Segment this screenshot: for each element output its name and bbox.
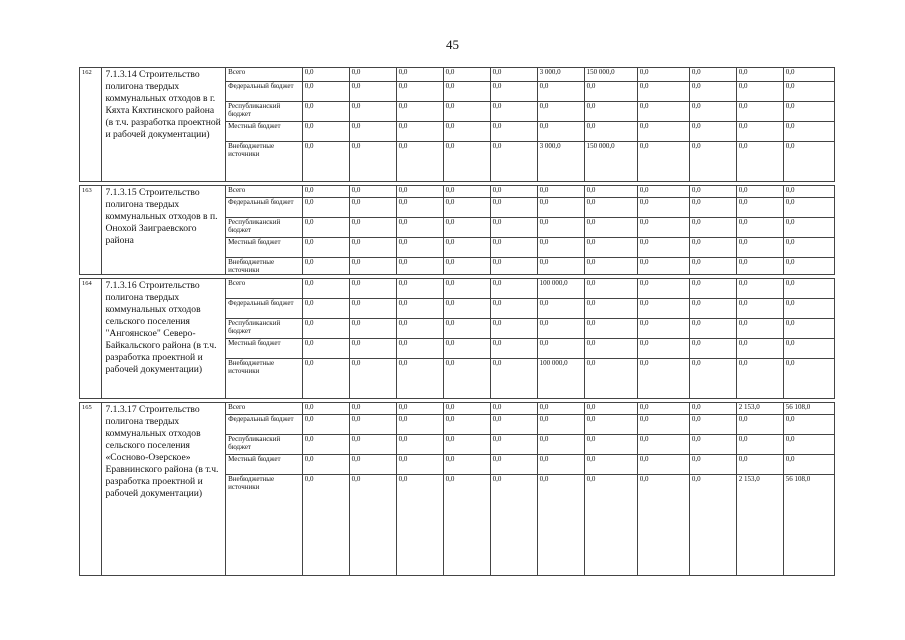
table-row [80, 403, 835, 415]
value-cell: 0,0 [490, 319, 537, 339]
value-cell: 0,0 [443, 359, 490, 399]
value-cell: 0,0 [584, 319, 637, 339]
value-cell: 0,0 [302, 359, 349, 399]
value-cell: 0,0 [783, 415, 834, 435]
table-body [80, 68, 835, 576]
value-cell: 0,0 [736, 299, 783, 319]
value-cell: 0,0 [396, 475, 443, 576]
value-cell: 0,0 [490, 359, 537, 399]
funding-source: Федеральный бюджет [226, 299, 303, 319]
value-cell: 0,0 [783, 258, 834, 275]
value-cell: 0,0 [637, 319, 689, 339]
value-cell: 0,0 [490, 455, 537, 475]
value-cell: 0,0 [396, 359, 443, 399]
value-cell: 0,0 [302, 218, 349, 238]
value-cell: 0,0 [396, 68, 443, 82]
value-cell: 100 000,0 [537, 279, 584, 299]
value-cell: 0,0 [396, 258, 443, 275]
value-cell: 0,0 [537, 82, 584, 102]
value-cell: 0,0 [302, 475, 349, 576]
value-cell: 56 108,0 [783, 403, 834, 415]
funding-source: Местный бюджет [226, 238, 303, 258]
value-cell: 0,0 [689, 186, 736, 198]
value-cell: 0,0 [637, 122, 689, 142]
value-cell: 0,0 [736, 142, 783, 182]
value-cell: 0,0 [490, 142, 537, 182]
value-cell: 0,0 [349, 258, 396, 275]
value-cell: 0,0 [637, 198, 689, 218]
value-cell: 0,0 [783, 238, 834, 258]
value-cell: 2 153,0 [736, 475, 783, 576]
value-cell: 0,0 [490, 82, 537, 102]
value-cell: 0,0 [637, 238, 689, 258]
value-cell: 0,0 [584, 299, 637, 319]
value-cell: 0,0 [736, 68, 783, 82]
value-cell: 0,0 [637, 82, 689, 102]
value-cell: 0,0 [584, 279, 637, 299]
value-cell: 0,0 [490, 102, 537, 122]
value-cell: 0,0 [783, 218, 834, 238]
value-cell: 0,0 [443, 435, 490, 455]
row-number: 163 [80, 186, 102, 275]
value-cell: 0,0 [302, 455, 349, 475]
value-cell: 0,0 [584, 122, 637, 142]
value-cell: 0,0 [537, 319, 584, 339]
value-cell: 0,0 [396, 218, 443, 238]
value-cell: 0,0 [396, 415, 443, 435]
value-cell: 0,0 [302, 435, 349, 455]
funding-source: Местный бюджет [226, 122, 303, 142]
value-cell: 0,0 [637, 475, 689, 576]
value-cell: 0,0 [637, 186, 689, 198]
value-cell: 0,0 [584, 403, 637, 415]
value-cell: 0,0 [302, 258, 349, 275]
value-cell: 0,0 [783, 435, 834, 455]
value-cell: 0,0 [736, 218, 783, 238]
value-cell: 0,0 [689, 82, 736, 102]
value-cell: 0,0 [736, 339, 783, 359]
value-cell: 0,0 [637, 403, 689, 415]
value-cell: 0,0 [537, 238, 584, 258]
value-cell: 0,0 [443, 258, 490, 275]
value-cell: 0,0 [349, 359, 396, 399]
value-cell: 0,0 [537, 258, 584, 275]
value-cell: 0,0 [396, 102, 443, 122]
value-cell: 0,0 [490, 238, 537, 258]
value-cell: 0,0 [396, 403, 443, 415]
value-cell: 0,0 [302, 198, 349, 218]
value-cell: 0,0 [349, 415, 396, 435]
value-cell: 0,0 [689, 279, 736, 299]
value-cell: 0,0 [689, 142, 736, 182]
value-cell: 2 153,0 [736, 403, 783, 415]
value-cell: 0,0 [490, 435, 537, 455]
value-cell: 0,0 [584, 102, 637, 122]
value-cell: 0,0 [736, 258, 783, 275]
value-cell: 0,0 [537, 339, 584, 359]
value-cell: 0,0 [689, 475, 736, 576]
value-cell: 0,0 [689, 359, 736, 399]
value-cell: 0,0 [537, 186, 584, 198]
value-cell: 0,0 [302, 319, 349, 339]
value-cell: 0,0 [349, 186, 396, 198]
value-cell: 0,0 [584, 186, 637, 198]
value-cell: 150 000,0 [584, 68, 637, 82]
value-cell: 0,0 [349, 82, 396, 102]
value-cell: 0,0 [490, 186, 537, 198]
value-cell: 0,0 [396, 339, 443, 359]
value-cell: 0,0 [349, 122, 396, 142]
value-cell: 0,0 [490, 122, 537, 142]
funding-source: Внебюджетные источники [226, 142, 303, 182]
value-cell: 0,0 [783, 68, 834, 82]
value-cell: 3 000,0 [537, 142, 584, 182]
value-cell: 0,0 [783, 142, 834, 182]
value-cell: 0,0 [302, 279, 349, 299]
funding-source: Местный бюджет [226, 455, 303, 475]
value-cell: 0,0 [537, 122, 584, 142]
value-cell: 0,0 [349, 403, 396, 415]
value-cell: 0,0 [443, 82, 490, 102]
value-cell: 0,0 [584, 415, 637, 435]
funding-source: Всего [226, 68, 303, 82]
value-cell: 0,0 [302, 415, 349, 435]
value-cell: 0,0 [783, 82, 834, 102]
funding-source: Республиканский бюджет [226, 435, 303, 455]
table-row [80, 68, 835, 82]
value-cell: 0,0 [490, 415, 537, 435]
value-cell: 0,0 [783, 319, 834, 339]
value-cell: 0,0 [396, 435, 443, 455]
value-cell: 0,0 [689, 68, 736, 82]
activity-name: 7.1.3.15 Строительство полигона твердых коммунальных отходов в п. Онохой Заиграевского района [102, 186, 226, 275]
value-cell: 0,0 [302, 339, 349, 359]
funding-source: Всего [226, 279, 303, 299]
funding-source: Внебюджетные источники [226, 475, 303, 576]
value-cell: 0,0 [490, 299, 537, 319]
value-cell: 0,0 [584, 238, 637, 258]
value-cell: 0,0 [443, 122, 490, 142]
value-cell: 0,0 [736, 198, 783, 218]
value-cell: 0,0 [396, 299, 443, 319]
value-cell: 0,0 [783, 186, 834, 198]
value-cell: 0,0 [537, 435, 584, 455]
value-cell: 0,0 [349, 319, 396, 339]
value-cell: 0,0 [689, 339, 736, 359]
value-cell: 0,0 [689, 218, 736, 238]
value-cell: 0,0 [396, 238, 443, 258]
value-cell: 0,0 [637, 218, 689, 238]
value-cell: 0,0 [689, 122, 736, 142]
funding-source: Местный бюджет [226, 339, 303, 359]
value-cell: 0,0 [443, 299, 490, 319]
value-cell: 0,0 [584, 435, 637, 455]
value-cell: 0,0 [443, 68, 490, 82]
value-cell: 0,0 [689, 435, 736, 455]
value-cell: 0,0 [349, 218, 396, 238]
value-cell: 0,0 [443, 455, 490, 475]
value-cell: 0,0 [637, 435, 689, 455]
value-cell: 0,0 [783, 102, 834, 122]
value-cell: 0,0 [349, 68, 396, 82]
value-cell: 0,0 [396, 122, 443, 142]
value-cell: 0,0 [783, 279, 834, 299]
value-cell: 0,0 [736, 82, 783, 102]
row-number: 162 [80, 68, 102, 182]
value-cell: 0,0 [736, 435, 783, 455]
value-cell: 0,0 [443, 218, 490, 238]
value-cell: 0,0 [537, 403, 584, 415]
value-cell: 0,0 [584, 339, 637, 359]
value-cell: 0,0 [490, 198, 537, 218]
funding-source: Внебюджетные источники [226, 359, 303, 399]
value-cell: 0,0 [736, 415, 783, 435]
value-cell: 0,0 [396, 319, 443, 339]
value-cell: 0,0 [443, 142, 490, 182]
value-cell: 0,0 [783, 455, 834, 475]
value-cell: 0,0 [490, 218, 537, 238]
value-cell: 0,0 [537, 198, 584, 218]
value-cell: 0,0 [443, 279, 490, 299]
value-cell: 0,0 [349, 238, 396, 258]
value-cell: 0,0 [783, 198, 834, 218]
value-cell: 0,0 [584, 258, 637, 275]
value-cell: 0,0 [490, 279, 537, 299]
value-cell: 0,0 [302, 68, 349, 82]
value-cell: 0,0 [584, 198, 637, 218]
value-cell: 0,0 [736, 122, 783, 142]
value-cell: 0,0 [396, 82, 443, 102]
value-cell: 0,0 [584, 475, 637, 576]
activity-name: 7.1.3.16 Строительство полигона твердых коммунальных отходов сельского поселения "Ангоянское" Северо-Байкальского района (в т.ч. разработка проектной и рабочей документации) [102, 279, 226, 399]
value-cell: 0,0 [490, 403, 537, 415]
page-number: 45 [446, 37, 459, 52]
value-cell: 0,0 [736, 238, 783, 258]
value-cell: 0,0 [637, 455, 689, 475]
value-cell: 0,0 [637, 68, 689, 82]
value-cell: 0,0 [396, 455, 443, 475]
value-cell: 0,0 [584, 218, 637, 238]
value-cell: 0,0 [443, 475, 490, 576]
value-cell: 0,0 [637, 339, 689, 359]
value-cell: 0,0 [783, 339, 834, 359]
value-cell: 0,0 [396, 279, 443, 299]
value-cell: 0,0 [302, 82, 349, 102]
value-cell: 0,0 [349, 279, 396, 299]
value-cell: 0,0 [349, 475, 396, 576]
value-cell: 0,0 [783, 299, 834, 319]
funding-source: Всего [226, 403, 303, 415]
activity-name: 7.1.3.17 Строительство полигона твердых коммунальных отходов сельского поселения «Сосново-Озерское» Еравнинского района (в т.ч. разработка проектной и рабочей документации) [102, 403, 226, 576]
value-cell: 3 000,0 [537, 68, 584, 82]
value-cell: 0,0 [537, 455, 584, 475]
funding-source: Федеральный бюджет [226, 82, 303, 102]
funding-source: Всего [226, 186, 303, 198]
funding-source: Федеральный бюджет [226, 415, 303, 435]
value-cell: 0,0 [302, 142, 349, 182]
value-cell: 0,0 [537, 102, 584, 122]
value-cell: 0,0 [349, 102, 396, 122]
value-cell: 0,0 [584, 359, 637, 399]
value-cell: 0,0 [736, 186, 783, 198]
value-cell: 0,0 [443, 186, 490, 198]
value-cell: 0,0 [396, 142, 443, 182]
value-cell: 0,0 [537, 299, 584, 319]
value-cell: 0,0 [443, 339, 490, 359]
value-cell: 0,0 [443, 415, 490, 435]
value-cell: 0,0 [349, 142, 396, 182]
budget-table [79, 67, 835, 576]
value-cell: 0,0 [302, 403, 349, 415]
value-cell: 0,0 [349, 435, 396, 455]
value-cell: 0,0 [637, 258, 689, 275]
value-cell: 0,0 [637, 299, 689, 319]
value-cell: 0,0 [783, 122, 834, 142]
value-cell: 0,0 [490, 68, 537, 82]
value-cell: 0,0 [637, 102, 689, 122]
value-cell: 0,0 [637, 359, 689, 399]
table-row [80, 279, 835, 299]
activity-name: 7.1.3.14 Строительство полигона твердых коммунальных отходов в г. Кяхта Кяхтинского района (в т.ч. разработка проектной и рабочей документации) [102, 68, 226, 182]
value-cell: 0,0 [490, 339, 537, 359]
funding-source: Республиканский бюджет [226, 319, 303, 339]
value-cell: 0,0 [443, 198, 490, 218]
value-cell: 0,0 [689, 258, 736, 275]
value-cell: 0,0 [689, 198, 736, 218]
value-cell: 150 000,0 [584, 142, 637, 182]
value-cell: 0,0 [736, 319, 783, 339]
value-cell: 0,0 [443, 102, 490, 122]
value-cell: 0,0 [637, 415, 689, 435]
value-cell: 0,0 [490, 475, 537, 576]
value-cell: 0,0 [349, 339, 396, 359]
value-cell: 0,0 [736, 279, 783, 299]
value-cell: 0,0 [443, 403, 490, 415]
value-cell: 0,0 [302, 122, 349, 142]
funding-source: Республиканский бюджет [226, 218, 303, 238]
value-cell: 0,0 [537, 475, 584, 576]
row-number: 165 [80, 403, 102, 576]
funding-source: Федеральный бюджет [226, 198, 303, 218]
value-cell: 0,0 [302, 186, 349, 198]
value-cell: 0,0 [349, 455, 396, 475]
value-cell: 0,0 [349, 299, 396, 319]
value-cell: 0,0 [396, 186, 443, 198]
value-cell: 0,0 [302, 102, 349, 122]
value-cell: 0,0 [736, 102, 783, 122]
value-cell: 0,0 [302, 238, 349, 258]
funding-source: Внебюджетные источники [226, 258, 303, 275]
value-cell: 56 108,0 [783, 475, 834, 576]
value-cell: 0,0 [689, 238, 736, 258]
value-cell: 100 000,0 [537, 359, 584, 399]
table-row [80, 186, 835, 198]
value-cell: 0,0 [584, 455, 637, 475]
value-cell: 0,0 [537, 415, 584, 435]
value-cell: 0,0 [584, 82, 637, 102]
row-number: 164 [80, 279, 102, 399]
value-cell: 0,0 [537, 218, 584, 238]
value-cell: 0,0 [637, 279, 689, 299]
value-cell: 0,0 [349, 198, 396, 218]
value-cell: 0,0 [783, 359, 834, 399]
value-cell: 0,0 [396, 198, 443, 218]
value-cell: 0,0 [302, 299, 349, 319]
value-cell: 0,0 [443, 319, 490, 339]
funding-source: Республиканский бюджет [226, 102, 303, 122]
value-cell: 0,0 [689, 403, 736, 415]
value-cell: 0,0 [736, 455, 783, 475]
value-cell: 0,0 [689, 319, 736, 339]
value-cell: 0,0 [689, 415, 736, 435]
value-cell: 0,0 [689, 102, 736, 122]
value-cell: 0,0 [736, 359, 783, 399]
value-cell: 0,0 [689, 455, 736, 475]
value-cell: 0,0 [490, 258, 537, 275]
value-cell: 0,0 [637, 142, 689, 182]
value-cell: 0,0 [443, 238, 490, 258]
value-cell: 0,0 [689, 299, 736, 319]
